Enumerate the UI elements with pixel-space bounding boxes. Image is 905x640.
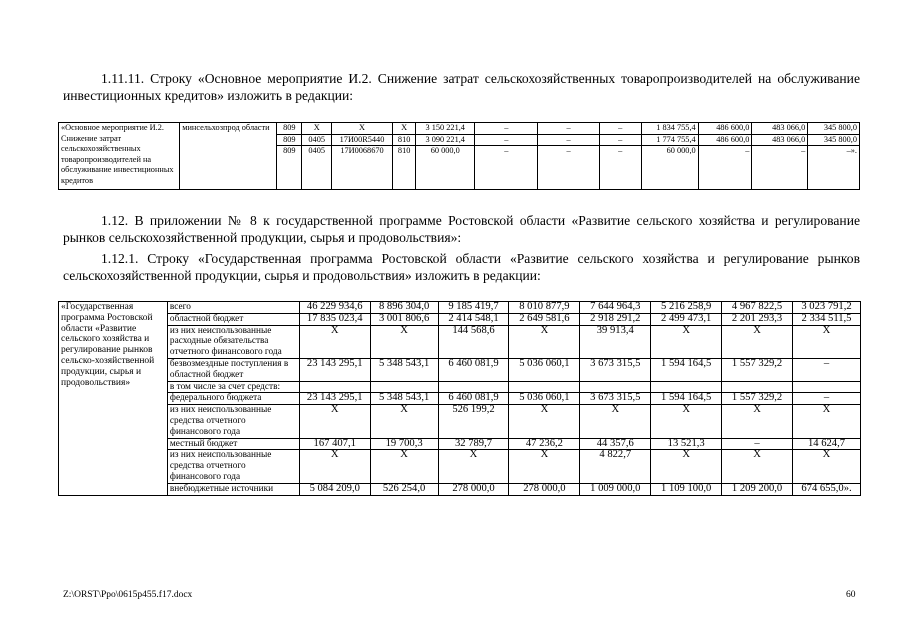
table-cell: – — [599, 146, 641, 190]
table-cell: X — [302, 123, 332, 135]
table-cell: 5 036 060,1 — [509, 358, 580, 381]
table-row — [59, 438, 861, 450]
table-cell — [370, 381, 438, 393]
footer-file-path: Z:\ORST\Ppo\0615p455.f17.docx — [63, 590, 193, 600]
table-cell: X — [299, 405, 370, 438]
table-cell: 23 143 295,1 — [299, 358, 370, 381]
table-cell: – — [599, 134, 641, 146]
table-cell: 278 000,0 — [438, 483, 509, 495]
funding-source-label: областной бюджет — [167, 313, 299, 325]
table-row — [59, 450, 861, 483]
table-cell: 1 109 100,0 — [651, 483, 722, 495]
table-cell: 14 624,7 — [793, 438, 861, 450]
table-row — [59, 483, 861, 495]
table-cell: X — [793, 325, 861, 358]
funding-source-label: из них неиспользованные средства отчетного финансового года — [167, 450, 299, 483]
table-row — [59, 325, 861, 358]
table-row — [59, 302, 861, 314]
table-cell: 810 — [393, 146, 416, 190]
table-row — [59, 313, 861, 325]
table-cell: – — [793, 358, 861, 381]
table-cell: – — [475, 146, 538, 190]
table-cell: 3 001 806,6 — [370, 313, 438, 325]
table-cell: 278 000,0 — [509, 483, 580, 495]
table-cell: 2 334 511,5 — [793, 313, 861, 325]
table-cell: 6 460 081,9 — [438, 393, 509, 405]
table-cell: 5 348 543,1 — [370, 358, 438, 381]
funding-source-label: федерального бюджета — [167, 393, 299, 405]
paragraph-1-12: 1.12. В приложении № 8 к государственной программе Ростовской области «Развитие сельского хозяйства и регулирование рынков сельскохозяйственной продукции, сырья и продовольствия»: — [63, 213, 860, 245]
page-number: 60 — [846, 590, 856, 600]
table-cell: X — [509, 405, 580, 438]
table-cell: X — [331, 123, 392, 135]
funding-source-label: в том числе за счет средств: — [167, 381, 299, 393]
table-cell — [438, 381, 509, 393]
table-cell: X — [722, 325, 793, 358]
table-cell: 13 521,3 — [651, 438, 722, 450]
table-cell: X — [651, 405, 722, 438]
table-cell: X — [370, 405, 438, 438]
table-cell: 32 789,7 — [438, 438, 509, 450]
table-cell: 0405 — [302, 146, 332, 190]
table-row — [59, 381, 861, 393]
table-cell: X — [651, 325, 722, 358]
table-cell: X — [793, 405, 861, 438]
table-cell: 47 236,2 — [509, 438, 580, 450]
table-cell: 3 673 315,5 — [580, 393, 651, 405]
table-cell: 7 644 964,3 — [580, 302, 651, 314]
table-cell — [793, 381, 861, 393]
table-cell: X — [722, 450, 793, 483]
table-row — [59, 123, 860, 135]
funding-source-label: всего — [167, 302, 299, 314]
table-cell: 167 407,1 — [299, 438, 370, 450]
table-cell: 2 649 581,6 — [509, 313, 580, 325]
table-cell: 46 229 934,6 — [299, 302, 370, 314]
table-cell: 19 700,3 — [370, 438, 438, 450]
table-cell: 1 774 755,4 — [641, 134, 698, 146]
table-cell: 3 150 221,4 — [416, 123, 475, 135]
table-state-program — [58, 301, 861, 496]
funding-source-label: внебюджетные источники — [167, 483, 299, 495]
table-cell: 60 000,0 — [641, 146, 698, 190]
paragraph-1-12-1: 1.12.1. Строку «Государственная программа Ростовской области «Развитие сельского хозяйства и регулирование рынков сельскохозяйственной продукции, сырья и продовольствия» изложить в редакции: — [63, 251, 860, 283]
table-cell — [651, 381, 722, 393]
table-cell: 526 254,0 — [370, 483, 438, 495]
table-cell: 44 357,6 — [580, 438, 651, 450]
table-cell: – — [698, 146, 752, 190]
table-cell: 486 600,0 — [698, 134, 752, 146]
table-cell: – — [538, 123, 599, 135]
table-cell: 809 — [277, 134, 302, 146]
table-cell: – — [599, 123, 641, 135]
table-cell: 2 499 473,1 — [651, 313, 722, 325]
table-cell: 8 010 877,9 — [509, 302, 580, 314]
funding-source-label: из них неиспользованные расходные обязательства отчетного финансового года — [167, 325, 299, 358]
table-cell — [509, 381, 580, 393]
table-cell: 39 913,4 — [580, 325, 651, 358]
table-cell: 2 414 548,1 — [438, 313, 509, 325]
table-cell: 23 143 295,1 — [299, 393, 370, 405]
table-cell: X — [509, 450, 580, 483]
table-cell: 526 199,2 — [438, 405, 509, 438]
table-cell: X — [299, 325, 370, 358]
table-cell: – — [475, 134, 538, 146]
table-cell: 3 090 221,4 — [416, 134, 475, 146]
table-cell: X — [793, 450, 861, 483]
table-cell: – — [752, 146, 808, 190]
funding-source-label: безвозмездные поступления в областной бюджет — [167, 358, 299, 381]
table-cell: 1 209 200,0 — [722, 483, 793, 495]
program-name-cell: «Государственная программа Ростовской области «Развитие сельского хозяйства и регулирование рынков сельско-хозяйственной продукции, сырья и продовольствия» — [59, 302, 168, 496]
table-cell: X — [393, 123, 416, 135]
table-cell: X — [438, 450, 509, 483]
table-cell: 6 460 081,9 — [438, 358, 509, 381]
event-name-cell: «Основное мероприятие И.2. Снижение затрат сельскохозяйственных товаропроизводителей на обслуживание инвестиционных кредитов — [59, 123, 180, 190]
table-cell: X — [370, 325, 438, 358]
table-cell — [722, 381, 793, 393]
table-cell: 810 — [393, 134, 416, 146]
table-row — [59, 393, 861, 405]
table-cell: – — [538, 134, 599, 146]
table-cell: X — [722, 405, 793, 438]
executor-cell: минсельхозпрод области — [180, 123, 277, 190]
table-cell: 486 600,0 — [698, 123, 752, 135]
table-cell: 345 800,0 — [808, 123, 860, 135]
table-cell: 17И0068670 — [331, 146, 392, 190]
table-cell: 2 918 291,2 — [580, 313, 651, 325]
table-cell: 5 348 543,1 — [370, 393, 438, 405]
table-cell: 809 — [277, 146, 302, 190]
table-cell: – — [793, 393, 861, 405]
table-cell: 4 822,7 — [580, 450, 651, 483]
table-cell — [580, 381, 651, 393]
table-cell: X — [299, 450, 370, 483]
table-row — [59, 358, 861, 381]
table-cell: 674 655,0». — [793, 483, 861, 495]
table-main-event-i2 — [58, 122, 860, 190]
table-cell: X — [651, 450, 722, 483]
table-cell: 5 036 060,1 — [509, 393, 580, 405]
table-cell: 1 594 164,5 — [651, 393, 722, 405]
table-cell: – — [475, 123, 538, 135]
table-cell: 5 216 258,9 — [651, 302, 722, 314]
table-cell: 345 800,0 — [808, 134, 860, 146]
funding-source-label: местный бюджет — [167, 438, 299, 450]
table-row — [59, 405, 861, 438]
table-cell: X — [580, 405, 651, 438]
paragraph-1-11-11: 1.11.11. Строку «Основное мероприятие И.2. Снижение затрат сельскохозяйственных товаропроизводителей на обслуживание инвестиционных кредитов» изложить в редакции: — [63, 71, 860, 103]
table-cell: X — [370, 450, 438, 483]
table-cell: 4 967 822,5 — [722, 302, 793, 314]
table-cell: 9 185 419,7 — [438, 302, 509, 314]
table-cell: 3 673 315,5 — [580, 358, 651, 381]
table-cell: 483 066,0 — [752, 123, 808, 135]
table-cell: 0405 — [302, 134, 332, 146]
table-cell: 17 835 023,4 — [299, 313, 370, 325]
table-cell: X — [509, 325, 580, 358]
funding-source-label: из них неиспользованные средства отчетного финансового года — [167, 405, 299, 438]
table-cell: 5 084 209,0 — [299, 483, 370, 495]
table-cell: 8 896 304,0 — [370, 302, 438, 314]
table-cell: 1 834 755,4 — [641, 123, 698, 135]
table-cell: 1 009 000,0 — [580, 483, 651, 495]
table-cell — [299, 381, 370, 393]
table-cell: 144 568,6 — [438, 325, 509, 358]
table-cell: 1 594 164,5 — [651, 358, 722, 381]
table-cell: 1 557 329,2 — [722, 393, 793, 405]
table-cell: –». — [808, 146, 860, 190]
table-cell: – — [722, 438, 793, 450]
table-cell: 809 — [277, 123, 302, 135]
table-cell: 2 201 293,3 — [722, 313, 793, 325]
table-cell: 1 557 329,2 — [722, 358, 793, 381]
table-cell: 60 000,0 — [416, 146, 475, 190]
table-cell: 3 023 791,2 — [793, 302, 861, 314]
table-cell: 483 066,0 — [752, 134, 808, 146]
table-cell: 17И00R5440 — [331, 134, 392, 146]
table-cell: – — [538, 146, 599, 190]
